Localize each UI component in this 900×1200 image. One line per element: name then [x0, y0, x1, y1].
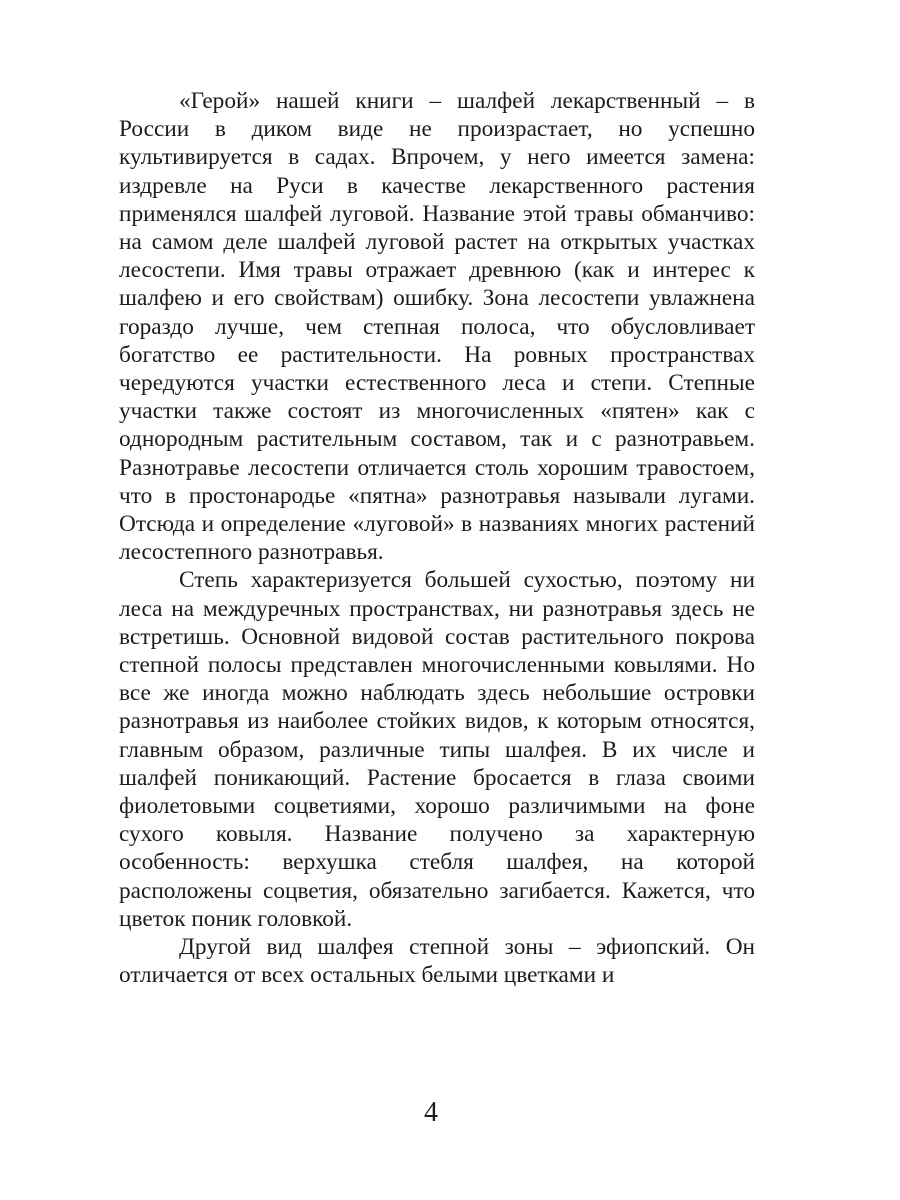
body-text — [119, 87, 755, 990]
page-number: 4 — [424, 1097, 438, 1128]
paragraph-2: Степь характеризуется большей сухостью, поэтому ни леса на междуречных пространствах, ни разнотравья здесь не встретишь. Основной видовой состав растительного покрова степной полосы представлен многочисленными ковылями. Но все же иногда можно наблюдать здесь небольшие островки разнотравья из наиболее стойких видов, к которым относятся, главным образом, различные типы шалфея. В их числе и шалфей поникающий. Растение бросается в глаза своими фиолетовыми соцветиями, хорошо различимыми на фоне сухого ковыля. Название получено за характерную особенность: верхушка стебля шалфея, на которой расположены соцветия, обязательно загибается. Кажется, что цветок поник головкой. — [119, 567, 755, 932]
paragraph-3: Другой вид шалфея степной зоны – эфиопский. Он отличается от всех остальных белыми цветками и — [119, 934, 755, 989]
paragraph-1: «Герой» нашей книги – шалфей лекарственный – в России в диком виде не произрастает, но успешно культивируется в садах. Впрочем, у него имеется замена: издревле на Руси в качестве лекарственного растения применялся шалфей луговой. Название этой травы обманчиво: на самом деле шалфей луговой растет на открытых участках лесостепи. Имя травы отражает древнюю (как и интерес к шалфею и его свойствам) ошибку. Зона лесостепи увлажнена гораздо лучше, чем степная полоса, что обусловливает богатство ее растительности. На ровных пространствах чередуются участки естественного леса и степи. Степные участки также состоят из многочисленных «пятен» как с однородным растительным составом, так и с разнотравьем. Разнотравье лесостепи отличается столь хорошим травостоем, что в простонародье «пятна» разнотравья называли лугами. Отсюда и определение «луговой» в названиях многих растений лесостепного разнотравья. — [119, 88, 755, 566]
